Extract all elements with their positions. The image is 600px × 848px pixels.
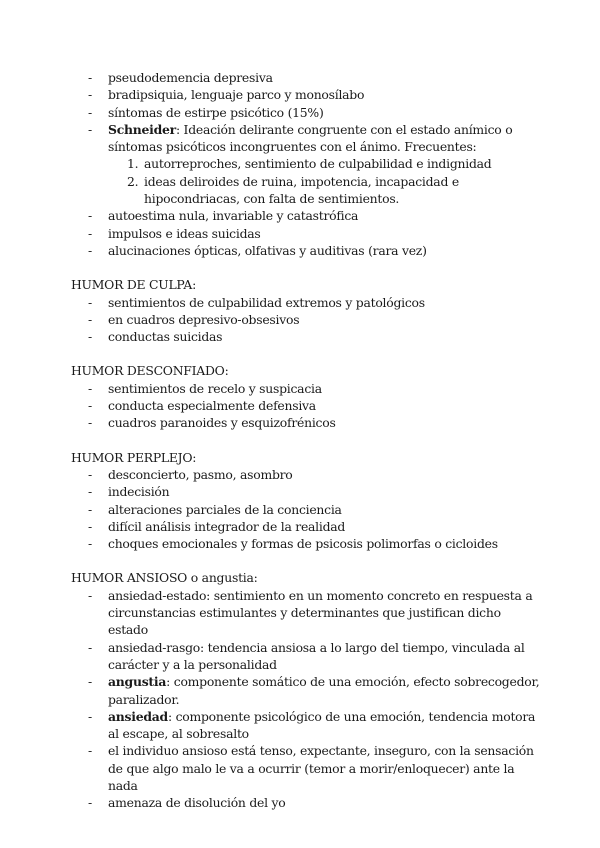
list-item: - en cuadros depresivo-obsesivos: [88, 311, 300, 327]
item-text: desconcierto, pasmo, asombro: [108, 466, 293, 482]
subitem-text: autorreproches, sentimiento de culpabilidad e indignidad: [144, 156, 492, 172]
item-text: difícil análisis integrador de la realidad: [108, 518, 346, 534]
list-item: - sentimientos de recelo y suspicacia: [88, 380, 322, 396]
list-item: - difícil análisis integrador de la realidad: [88, 518, 346, 534]
section-heading: HUMOR ANSIOSO o angustia:: [71, 570, 258, 586]
numbered-subitem: [71, 173, 541, 208]
item-text: indecisión: [108, 484, 170, 500]
list-item: - conducta especialmente defensiva: [88, 398, 316, 414]
item-text: conductas suicidas: [108, 329, 223, 345]
list-item: - pseudodemencia depresiva: [88, 70, 273, 85]
item-text: síntomas de estirpe psicótico (15%): [108, 104, 324, 120]
item-text: autoestima nula, invariable y catastrófica: [108, 208, 359, 224]
list-item: - ansiedad-estado: sentimiento en un momento concreto en respuesta a circunstancias estimulantes y determinantes que justifican dicho estado: [88, 587, 533, 638]
subitem-number: 2.: [127, 173, 139, 189]
item-text: sentimientos de culpabilidad extremos y patológicos: [108, 294, 425, 310]
list-item: - conductas suicidas: [88, 329, 223, 345]
list-item: - choques emocionales y formas de psicosis polimorfas o cicloides: [88, 536, 498, 552]
list-item: - amenaza de disolución del yo: [88, 795, 286, 811]
item-text: ansiedad-estado: sentimiento en un momento concreto en respuesta a circunstancias estimulantes y determinantes que justifican dicho estado: [108, 587, 533, 638]
item-text: choques emocionales y formas de psicosis polimorfas o cicloides: [108, 536, 498, 552]
section-heading: HUMOR PERPLEJO:: [71, 449, 197, 465]
list-item: - indecisión: [88, 484, 170, 500]
document-body: [71, 69, 541, 812]
item-text: conducta especialmente defensiva: [108, 398, 316, 414]
list-item: - alteraciones parciales de la conciencia: [88, 501, 342, 517]
item-text: pseudodemencia depresiva: [108, 70, 273, 85]
list-item: - ansiedad-rasgo: tendencia ansiosa a lo largo del tiempo, vinculada al carácter y a la personalidad: [88, 639, 525, 672]
item-bold-term: Schneider: [108, 121, 176, 137]
list-item: - sentimientos de culpabilidad extremos y patológicos: [88, 294, 425, 310]
section-humor-de-culpa: [71, 276, 541, 345]
item-text: bradipsiquia, lenguaje parco y monosílabo: [108, 87, 365, 103]
section-depresivo-list: [71, 69, 541, 259]
item-text: sentimientos de recelo y suspicacia: [108, 380, 322, 396]
list-item: - síntomas de estirpe psicótico (15%): [88, 104, 324, 120]
item-text: impulsos e ideas suicidas: [108, 225, 261, 241]
item-text: el individuo ansioso está tenso, expectante, inseguro, con la sensación de que algo malo le va a ocurrir (temor a morir/enloquecer) ante la nada: [108, 743, 534, 793]
list-item: - cuadros paranoides y esquizofrénicos: [88, 415, 336, 431]
section-humor-perplejo: [71, 449, 541, 553]
subitem-number: 1.: [127, 156, 139, 172]
list-item: - ansiedad: componente psicológico de una emoción, tendencia motora al escape, al sobresalto: [88, 708, 536, 742]
item-text: ansiedad-rasgo: tendencia ansiosa a lo largo del tiempo, vinculada al carácter y a la personalidad: [108, 639, 525, 672]
item-text: : componente somático de una emoción, efecto sobrecogedor, paralizador.: [108, 674, 540, 707]
section-heading: HUMOR DESCONFIADO:: [71, 363, 229, 379]
section-humor-ansioso: [71, 569, 541, 811]
item-bold-term: angustia: [108, 674, 167, 690]
list-item: - bradipsiquia, lenguaje parco y monosílabo: [88, 87, 365, 103]
item-text: alucinaciones ópticas, olfativas y auditivas (rara vez): [108, 242, 427, 258]
list-item: - angustia: componente somático de una emoción, efecto sobrecogedor, paralizador.: [88, 674, 540, 707]
list-item: - Schneider: Ideación delirante congruente con el estado anímico o síntomas psicóticos incongruentes con el ánimo. Frecuentes:: [88, 121, 513, 155]
item-bold-term: ansiedad: [108, 708, 168, 724]
item-text: en cuadros depresivo-obsesivos: [108, 311, 300, 327]
numbered-subitem: [71, 155, 541, 172]
item-text: : componente psicológico de una emoción, tendencia motora al escape, al sobresalto: [108, 708, 536, 742]
item-text: cuadros paranoides y esquizofrénicos: [108, 415, 336, 431]
item-text: alteraciones parciales de la conciencia: [108, 501, 342, 517]
list-item: - autoestima nula, invariable y catastrófica: [88, 208, 359, 224]
list-item: - alucinaciones ópticas, olfativas y auditivas (rara vez): [88, 242, 427, 258]
list-item: - el individuo ansioso está tenso, expectante, inseguro, con la sensación de que algo malo le va a ocurrir (temor a morir/enloquecer) ante la nada: [88, 743, 534, 793]
section-heading: HUMOR DE CULPA:: [71, 277, 197, 293]
section-humor-desconfiado: [71, 362, 541, 431]
list-item: - impulsos e ideas suicidas: [88, 225, 261, 241]
item-text: amenaza de disolución del yo: [108, 795, 286, 811]
list-item: - desconcierto, pasmo, asombro: [88, 466, 293, 482]
subitem-text: ideas deliroides de ruina, impotencia, incapacidad e hipocondriacas, con falta de sentimientos.: [144, 173, 459, 207]
item-text: : Ideación delirante congruente con el estado anímico o síntomas psicóticos incongruentes con el ánimo. Frecuentes:: [108, 121, 513, 155]
